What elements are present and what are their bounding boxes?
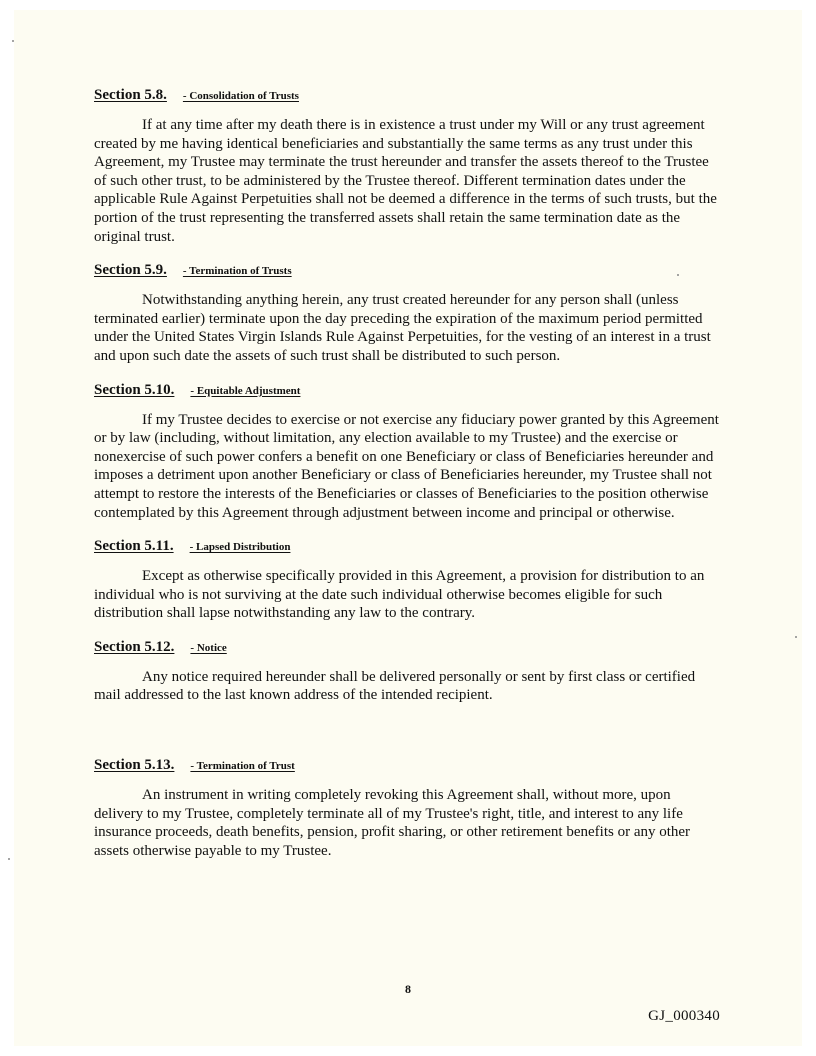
section-body: An instrument in writing completely revoking this Agreement shall, without more, upon delivery to my Trustee, completely terminate all of my Trustee's right, title, and interest to any life insurance proceeds, death benefits, pension, profit sharing, or other retirement benefits or any other assets otherwise payable to my Trustee. [94,787,691,859]
section-body: Notwithstanding anything herein, any trust created hereunder for any person shall (unless terminated earlier) terminate upon the day preceding the expiration of the maximum period permitted under the United States Virgin Islands Rule Against Perpetuities, for the vesting of an interest in a trust and upon such date the assets of such trust shall be distributed to such person. [94,292,711,364]
section-number: Section 5.12. [94,638,175,655]
bates-number: GJ_000340 [648,1008,720,1024]
section-heading [94,638,720,657]
section-number: Section 5.8. [94,87,167,103]
section-title: - Lapsed Distribution [189,541,291,554]
section-5-9 [94,261,720,365]
scan-speck [677,274,679,276]
document-body [94,86,720,860]
section-body: Except as otherwise specifically provided in this Agreement, a provision for distribution to an individual who is not surviving at the date such individual otherwise becomes eligible for such distribution shall lapse notwithstanding any law to the contrary. [94,568,705,622]
page-number: 8 [405,982,411,996]
section-heading [94,756,720,775]
section-title: - Equitable Adjustment [190,384,301,397]
section-number: Section 5.9. [94,262,167,279]
section-5-10 [94,381,720,523]
section-body: Any notice required hereunder shall be delivered personally or sent by first class or certified mail addressed to the last known address of the intended recipient. [94,668,696,704]
section-title: - Termination of Trusts [182,265,292,278]
section-number: Section 5.11. [94,538,174,555]
section-body: If at any time after my death there is in existence a trust under my Will or any trust agreement created by me having identical beneficiaries and substantially the same terms as any trust under this Agreement, my Trustee may terminate the trust hereunder and transfer the assets thereof to the Trustee of such other trust, to be administered by the Trustee thereof. Different termination dates under the applicable Rule Against Perpetuities shall not be deemed a difference in the terms of such trusts, but the portion of the trust representing the transferred assets shall retain the same termination date as the original trust. [94,117,717,245]
section-heading [94,537,720,556]
scan-speck [795,636,797,638]
section-title: - Notice [190,641,227,654]
section-heading [94,381,720,400]
section-body: If my Trustee decides to exercise or not exercise any fiduciary power granted by this Agreement or by law (including, without limitation, any election available to my Trustee) and the exercise or nonexercise of such power confers a benefit on one Beneficiary or class of Beneficiaries hereunder and imposes a detriment upon another Beneficiary or class of Beneficiaries hereunder, my Trustee shall not attempt to restore the interests of the Beneficiaries or classes of Beneficiaries to the position otherwise contemplated by this Agreement through adjustment between income and principal or otherwise. [94,411,719,521]
scan-speck [8,858,10,860]
section-heading [94,261,720,280]
section-5-12 [94,638,720,705]
section-number: Section 5.13. [94,757,175,774]
section-title: - Consolidation of Trusts [182,90,299,102]
section-5-11 [94,537,720,623]
section-title: - Termination of Trust [190,760,295,773]
section-5-8 [94,86,720,246]
scan-speck [12,40,14,42]
section-number: Section 5.10. [94,381,175,398]
section-heading [94,86,720,105]
section-5-13 [94,756,720,860]
